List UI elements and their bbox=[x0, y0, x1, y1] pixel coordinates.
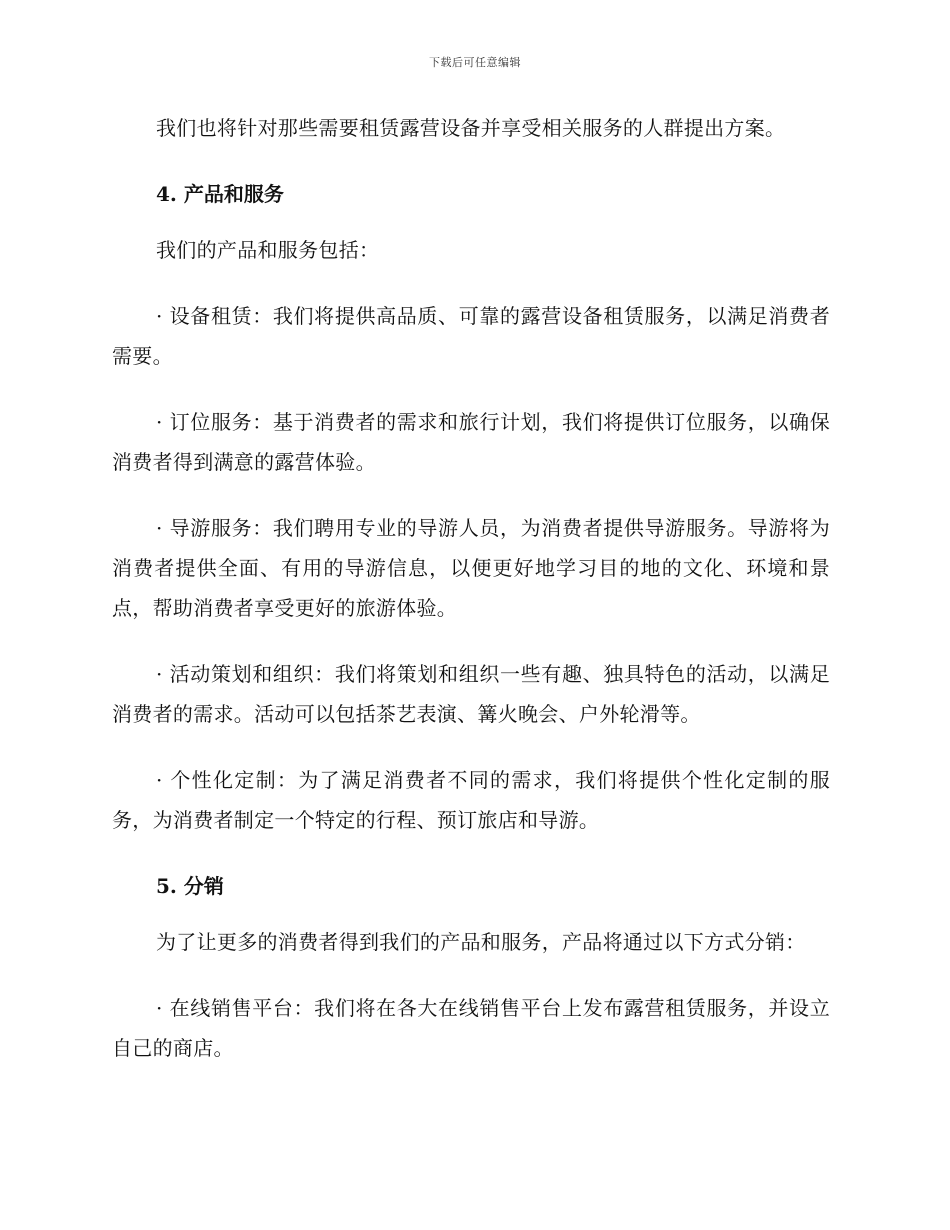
list-item-booking-service: · 订位服务：基于消费者的需求和旅行计划，我们将提供订位服务，以确保消费者得到满意的露营体验。 bbox=[112, 410, 830, 474]
section-5-heading: 5. 分销 bbox=[156, 874, 224, 898]
document-body bbox=[112, 108, 830, 1094]
list-item-activity-planning: · 活动策划和组织：我们将策划和组织一些有趣、独具特色的活动，以满足消费者的需求。活动可以包括茶艺表演、篝火晚会、户外轮滑等。 bbox=[112, 662, 830, 726]
section-5-lead: 为了让更多的消费者得到我们的产品和服务，产品将通过以下方式分销： bbox=[156, 930, 806, 954]
section-4-lead: 我们的产品和服务包括： bbox=[156, 238, 380, 262]
list-item-customization: · 个性化定制：为了满足消费者不同的需求，我们将提供个性化定制的服务，为消费者制定一个特定的行程、预订旅店和导游。 bbox=[112, 768, 830, 832]
intro-paragraph: 我们也将针对那些需要租赁露营设备并享受相关服务的人群提出方案。 bbox=[156, 116, 786, 140]
list-item-online-sales: · 在线销售平台：我们将在各大在线销售平台上发布露营租赁服务，并设立自己的商店。 bbox=[112, 996, 830, 1060]
page-header: 下载后可任意编辑 bbox=[429, 56, 521, 69]
list-item-equipment-rental: · 设备租赁：我们将提供高品质、可靠的露营设备租赁服务，以满足消费者需要。 bbox=[112, 304, 830, 368]
list-item-guide-service: · 导游服务：我们聘用专业的导游人员，为消费者提供导游服务。导游将为消费者提供全面、有用的导游信息，以便更好地学习目的地的文化、环境和景点，帮助消费者享受更好的旅游体验。 bbox=[112, 516, 830, 620]
section-4-heading: 4. 产品和服务 bbox=[156, 182, 284, 206]
